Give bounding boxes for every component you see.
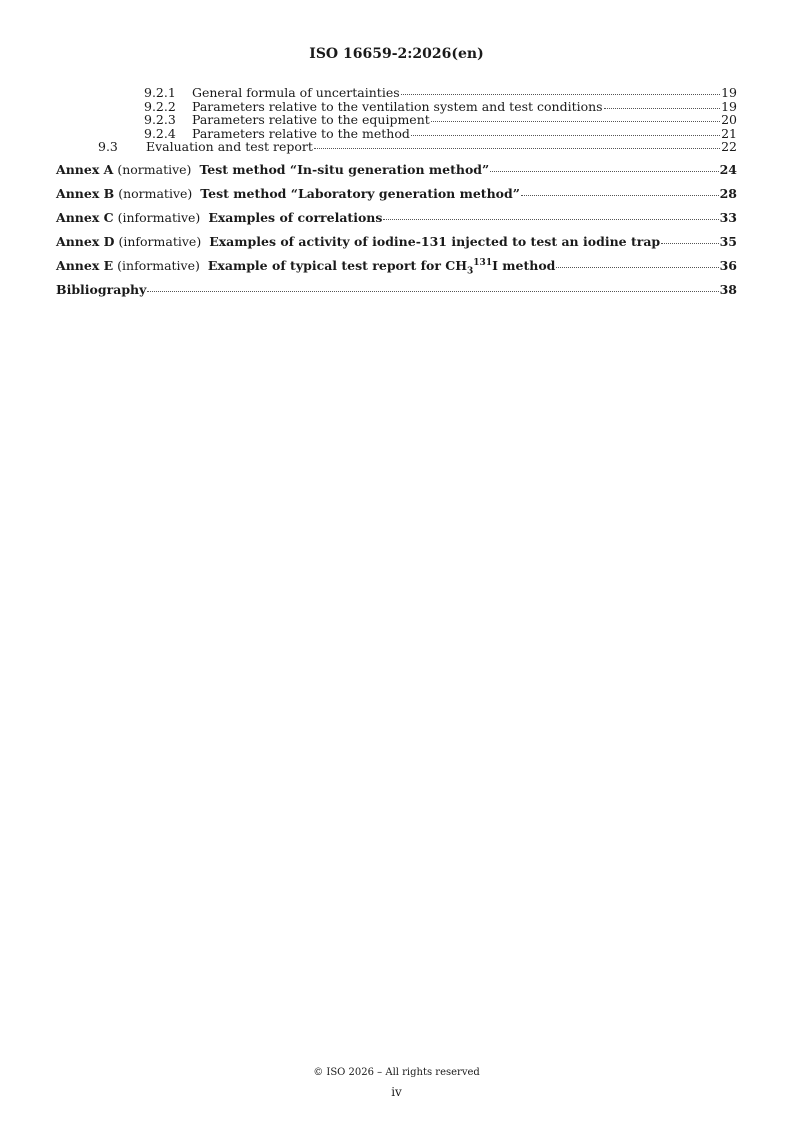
annex-title: Examples of correlations (208, 209, 383, 225)
toc-entry-annex-a[interactable] (56, 158, 737, 182)
page-number: iv (391, 1085, 402, 1099)
toc-leader (383, 219, 718, 220)
subscript-3: 3 (467, 266, 474, 276)
toc-entry-number: 9.2.1 (144, 85, 176, 100)
annex-label: Annex C (56, 209, 114, 225)
toc-entry-page: 36 (719, 257, 737, 273)
table-of-contents (56, 86, 737, 302)
toc-entry-title: Parameters relative to the ventilation system and test conditions (192, 98, 603, 114)
annex-classification: (normative) (117, 161, 192, 177)
toc-entry-bibliography[interactable] (56, 278, 737, 302)
annex-title-text: Example of typical test report for CH (207, 257, 468, 273)
toc-entry-title: General formula of uncertainties (192, 85, 400, 100)
copyright-notice: © ISO 2026 – All rights reserved (313, 1067, 480, 1078)
toc-entry-page: 35 (719, 233, 737, 249)
toc-leader (604, 108, 720, 109)
superscript-131: 131 (473, 257, 493, 268)
toc-entry-9-2-2[interactable] (56, 100, 737, 114)
annex-label: Annex B (56, 185, 115, 201)
toc-entry-number: 9.3 (98, 139, 118, 154)
toc-leader (314, 148, 720, 149)
annex-title: Test method “In-situ generation method” (199, 161, 490, 177)
toc-leader (431, 121, 720, 122)
running-header: ISO 16659-2:2026(en) (309, 46, 484, 62)
toc-entry-annex-c[interactable] (56, 206, 737, 230)
annex-classification: (normative) (118, 185, 193, 201)
toc-entry-9-2-3[interactable] (56, 113, 737, 127)
annex-title (208, 258, 556, 274)
toc-leader (661, 243, 718, 244)
toc-entry-number: 9.2.3 (144, 112, 176, 127)
toc-entry-page: 21 (721, 125, 737, 141)
toc-entry-9-2-4[interactable] (56, 127, 737, 141)
bibliography-title: Bibliography (56, 281, 147, 297)
toc-entry-annex-e[interactable] (56, 254, 737, 278)
toc-leader (556, 267, 718, 268)
toc-entry-page: 19 (721, 98, 737, 114)
toc-entry-page: 38 (719, 281, 737, 297)
toc-entry-page: 24 (719, 161, 737, 177)
toc-entry-page: 28 (719, 185, 737, 201)
toc-entry-number: 9.2.2 (144, 98, 176, 114)
annex-classification: (informative) (117, 209, 201, 225)
toc-leader (411, 135, 720, 136)
annex-title-text-end: I method (492, 257, 556, 273)
toc-leader (401, 94, 720, 95)
toc-leader (147, 291, 718, 292)
annex-classification: (informative) (117, 257, 200, 273)
toc-entry-number: 9.2.4 (144, 125, 176, 141)
toc-entry-title: Parameters relative to the method (192, 125, 410, 141)
toc-leader (490, 171, 718, 172)
toc-entry-title: Evaluation and test report (146, 139, 313, 154)
toc-entry-9-2-1[interactable] (56, 86, 737, 100)
annex-classification: (informative) (118, 233, 202, 249)
toc-entry-9-3[interactable] (56, 140, 737, 154)
toc-entry-page: 22 (721, 139, 737, 154)
toc-entry-title: Parameters relative to the equipment (192, 112, 430, 127)
annex-title: Test method “Laboratory generation method” (200, 185, 520, 201)
annex-label: Annex E (56, 257, 114, 273)
toc-entry-annex-d[interactable] (56, 230, 737, 254)
toc-entry-page: 20 (721, 112, 737, 127)
annex-label: Annex D (56, 233, 115, 249)
toc-leader (521, 195, 719, 196)
annex-label: Annex A (56, 161, 114, 177)
toc-entry-annex-b[interactable] (56, 182, 737, 206)
toc-entry-page: 33 (719, 209, 737, 225)
annex-title: Examples of activity of iodine-131 injected to test an iodine trap (209, 233, 661, 249)
toc-entry-page: 19 (721, 85, 737, 100)
